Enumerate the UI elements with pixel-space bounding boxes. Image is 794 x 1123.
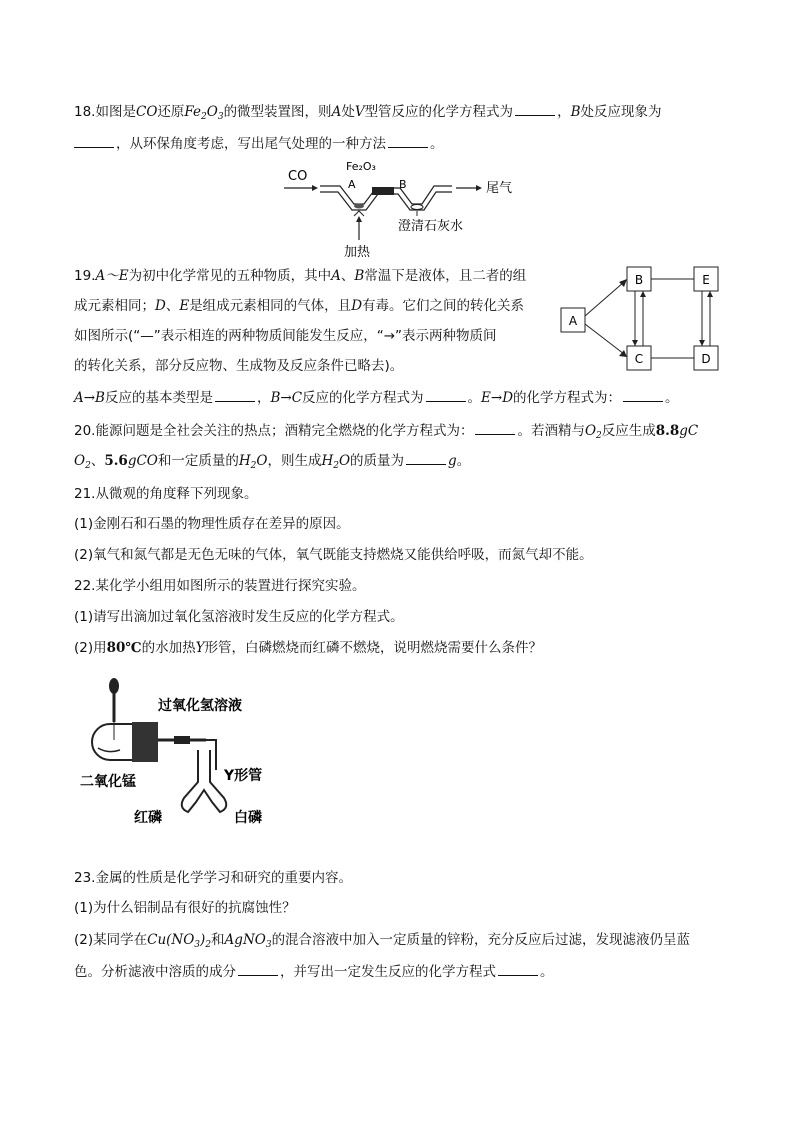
label-a: A xyxy=(331,104,342,120)
q18-text: 。 xyxy=(430,136,444,152)
q23-part2-line1 xyxy=(74,930,690,950)
arrow-a-c xyxy=(585,324,624,354)
answer-blank[interactable] xyxy=(406,451,446,465)
answer-blank[interactable] xyxy=(426,388,466,402)
q19-text: 有毒。它们之间的转化关系 xyxy=(362,298,525,314)
answer-blank[interactable] xyxy=(388,134,428,148)
q23-text: 色。分析滤液中溶质的成分 xyxy=(74,964,236,980)
label-d: D xyxy=(155,298,166,314)
q21-part2: (2)氧气和氮气都是无色无味的气体，氧气既能支持燃烧又能供给呼吸，而氮气却不能。 xyxy=(74,547,593,563)
q19-text: 的化学方程式为： xyxy=(513,390,622,406)
q20-line2 xyxy=(74,451,470,471)
label-a-e: A～E xyxy=(95,268,129,284)
q19-line2 xyxy=(74,296,524,316)
q19-text: 19. xyxy=(74,268,96,284)
mno2-label: 二氧化锰 xyxy=(80,774,136,790)
q18-text: 处反应现象为 xyxy=(580,104,662,120)
q21-title: 21.从微观的角度释下列现象。 xyxy=(74,486,258,502)
q20-text: ，则生成 xyxy=(267,453,322,469)
q19-text: 成元素相同； xyxy=(74,298,155,314)
q19-text: 。 xyxy=(467,390,482,406)
v-tube-apparatus-figure xyxy=(280,158,520,262)
answer-blank[interactable] xyxy=(238,962,278,976)
rubber-stopper xyxy=(132,722,158,762)
q20-line1 xyxy=(74,421,698,441)
rubber-connector xyxy=(174,736,190,744)
formula-o2-cont: $O_2$ xyxy=(74,453,91,471)
formula-o2: $O_2$ xyxy=(584,423,602,441)
white-phosphorus-label: 白磷 xyxy=(234,810,262,826)
mno2-powder xyxy=(98,748,120,752)
q18-text: ，从环保角度考虑，写出尾气处理的一种方法 xyxy=(116,136,386,152)
arrow-head-icon xyxy=(699,340,705,346)
q20-text: 、 xyxy=(90,453,105,469)
q23-text: ，并写出一定发生反应的化学方程式 xyxy=(280,964,496,980)
arrow-head-icon xyxy=(632,340,638,346)
q19-text: ， xyxy=(256,390,271,406)
answer-blank[interactable] xyxy=(623,388,663,402)
label-y: Y xyxy=(195,640,205,656)
temperature-text: 80℃ xyxy=(106,640,142,656)
y-tube-label: Y形管 xyxy=(224,768,263,784)
q18-text: 处 xyxy=(341,104,355,120)
q18-text: 18.如图是 xyxy=(74,104,136,120)
answer-blank[interactable] xyxy=(498,962,538,976)
q22-text: (2)用 xyxy=(74,640,107,656)
q23-text: 的混合溶液中加入一定质量的锌粉，充分反应后过滤，发现滤液仍呈蓝 xyxy=(271,932,691,948)
arrow-head-icon xyxy=(476,185,482,191)
arrow-head-icon xyxy=(707,291,713,297)
unit-text: g xyxy=(448,453,457,469)
q19-text: 。 xyxy=(665,390,679,406)
q18-text: 还原 xyxy=(157,104,185,120)
arrow-a-b xyxy=(585,282,624,316)
node-e-label: E xyxy=(702,273,710,287)
label-a: A xyxy=(331,268,341,284)
q20-text: 20.能源问题是全社会关注的热点；酒精完全燃烧的化学方程式为： xyxy=(74,423,474,439)
label-b: B xyxy=(354,268,365,284)
reaction-b-c: B→C xyxy=(270,390,303,406)
arrow-head-icon xyxy=(312,185,318,191)
q22-part1: (1)请写出滴加过氧化氢溶液时发生反应的化学方程式。 xyxy=(74,609,404,625)
transformation-diagram xyxy=(558,262,728,374)
formula-fe2o3: $Fe_2O_3$ xyxy=(184,104,224,122)
answer-blank[interactable] xyxy=(74,134,114,148)
co-label: CO xyxy=(288,169,308,184)
q23-text: 和 xyxy=(211,932,225,948)
fe2o3-label: Fe₂O₃ xyxy=(346,160,376,173)
q22-text: 的水加热 xyxy=(141,640,196,656)
reaction-e-d: E→D xyxy=(481,390,514,406)
q23-title: 23.金属的性质是化学学习和研究的重要内容。 xyxy=(74,870,352,886)
q19-line3: 如图所示(“—”表示相连的两种物质间能发生反应，“→”表示两种物质间 xyxy=(74,328,497,344)
formula-h2o: $H_2O$ xyxy=(321,453,351,471)
node-d-label: D xyxy=(701,352,711,366)
q19-text: 、 xyxy=(340,268,355,284)
tube-connector xyxy=(372,187,394,195)
flame-icon xyxy=(354,211,364,216)
b-label: B xyxy=(399,178,407,191)
q18-text: ， xyxy=(557,104,571,120)
label-b: B xyxy=(570,104,581,120)
arrow-head-icon xyxy=(640,291,646,297)
node-a-label: A xyxy=(568,314,578,328)
tail-gas-label: 尾气 xyxy=(486,181,513,196)
q20-text: 。若酒精与 xyxy=(517,423,585,439)
a-label: A xyxy=(348,178,356,191)
formula-agno3: AgNO$_3$ xyxy=(224,932,272,950)
label-d: D xyxy=(351,298,363,314)
node-c-label: C xyxy=(634,352,644,366)
y-tube-apparatus-figure xyxy=(74,670,284,830)
red-phosphorus-label: 红磷 xyxy=(134,810,162,826)
q20-text: 。 xyxy=(456,453,471,469)
heat-label: 加热 xyxy=(344,245,371,260)
q19-text: 是组成元素相同的气体，且 xyxy=(189,298,352,314)
q21-part1: (1)金刚石和石墨的物理性质存在差异的原因。 xyxy=(74,516,350,532)
unit-text: gCO xyxy=(127,453,158,469)
h2o2-label: 过氧化氢溶液 xyxy=(158,698,242,714)
q19-line5 xyxy=(74,388,679,408)
q22-part2 xyxy=(74,638,542,658)
reaction-a-b: A→B xyxy=(74,390,105,406)
formula-h2o: $H_2O$ xyxy=(238,453,268,471)
answer-blank[interactable] xyxy=(515,102,555,116)
q19-text: 反应的基本类型是 xyxy=(104,390,213,406)
arrow-up-icon xyxy=(356,216,362,222)
limewater-label: 澄清石灰水 xyxy=(398,219,464,234)
q20-text: 反应生成 xyxy=(601,423,656,439)
q18-line1 xyxy=(74,102,661,122)
label-v: V xyxy=(354,104,365,120)
answer-blank[interactable] xyxy=(215,388,255,402)
unit-text: gC xyxy=(679,423,699,439)
answer-blank[interactable] xyxy=(475,421,515,435)
q23-part1: (1)为什么铝制品有很好的抗腐蚀性？ xyxy=(74,900,296,916)
y-tube xyxy=(182,750,227,812)
q23-text: (2)某同学在 xyxy=(74,932,148,948)
q23-text: 。 xyxy=(540,964,554,980)
q20-text: 的质量为 xyxy=(350,453,405,469)
q19-line4: 的转化关系，部分反应物、生成物及反应条件已略去)。 xyxy=(74,358,404,374)
q18-text: 型管反应的化学方程式为 xyxy=(364,104,514,120)
q22-title: 22.某化学小组用如图所示的装置进行探究实验。 xyxy=(74,578,366,594)
q19-text: 为初中化学常见的五种物质，其中 xyxy=(128,268,332,284)
q18-text: 的微型装置图，则 xyxy=(223,104,332,120)
amount-co2: 8.8 xyxy=(655,423,680,439)
amount-co: 5.6 xyxy=(104,453,128,469)
q19-line1 xyxy=(74,266,526,286)
dropper-bulb xyxy=(109,678,119,694)
q19-text: 常温下是液体，且二者的组 xyxy=(364,268,527,284)
q23-part2-line2 xyxy=(74,962,554,982)
q19-text: 反应的化学方程式为 xyxy=(302,390,424,406)
limewater-drop xyxy=(411,205,423,210)
q19-text: 、 xyxy=(165,298,180,314)
q22-text: 形管，白磷燃烧而红磷不燃烧，说明燃烧需要什么条件？ xyxy=(204,640,543,656)
formula-co: CO xyxy=(135,104,158,120)
q18-line2 xyxy=(74,134,444,154)
q20-text: 和一定质量的 xyxy=(157,453,239,469)
test-tube xyxy=(92,724,132,760)
label-e: E xyxy=(179,298,190,314)
formula-cu-no3-2: $Cu(NO_3)_2$ xyxy=(147,932,212,950)
node-b-label: B xyxy=(634,273,644,287)
fe2o3-powder xyxy=(354,204,364,209)
